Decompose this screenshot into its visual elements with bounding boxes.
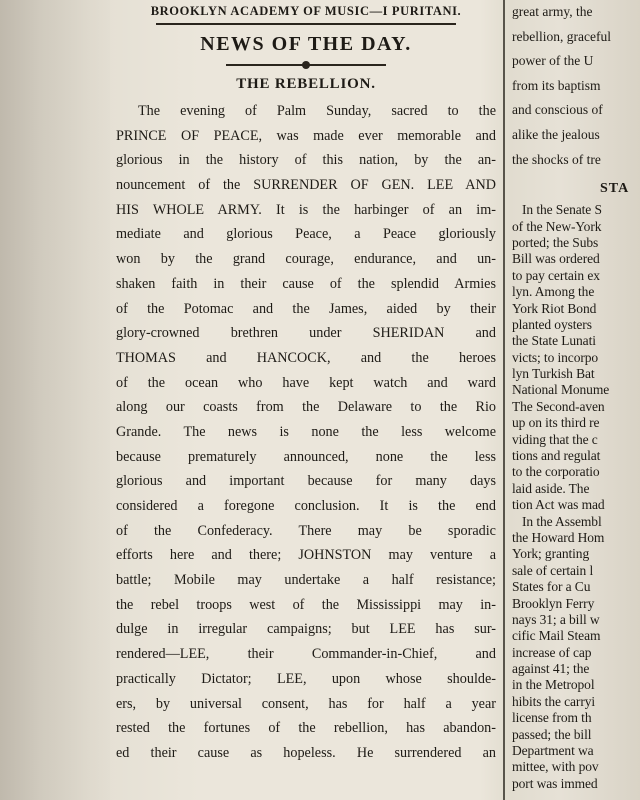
right-column-body-line: increase of cap	[512, 644, 592, 660]
article-line: dulge in irregular campaigns; but LEE has sur-	[116, 621, 496, 638]
right-column-body-line: York Riot Bond	[512, 300, 597, 316]
top-rule	[156, 23, 456, 25]
article-line: HIS WHOLE ARMY. It is the harbinger of an im-	[116, 201, 496, 218]
article-line: The evening of Palm Sunday, sacred to the	[138, 103, 496, 119]
article-line: practically Dictator; LEE, upon whose shoulde-	[116, 670, 496, 687]
article-line: along our coasts from the Delaware to the Rio	[116, 399, 496, 416]
right-column-body-line: the State Lunati	[512, 333, 596, 349]
right-column-body-line: States for a Cu	[512, 579, 591, 595]
right-column-body-line: to pay certain ex	[512, 267, 600, 283]
right-column-body-line: tion Act was mad	[512, 497, 605, 513]
article-line: glorious and important because for many days	[116, 473, 496, 490]
right-column-body-line: York; granting	[512, 546, 590, 562]
article-line: glory-crowned brethren under SHERIDAN and	[116, 325, 496, 342]
article-subhead: THE REBELLION.	[236, 76, 376, 92]
right-column-body-line: laid aside. The	[512, 480, 590, 496]
right-column-line: the shocks of tre	[512, 151, 601, 167]
right-column-body-line: Department wa	[512, 743, 594, 759]
right-section-head: STA	[600, 181, 630, 197]
article-line: rendered—LEE, their Commander-in-Chief, and	[116, 646, 496, 663]
right-column-body-line: the Howard Hom	[512, 529, 605, 545]
right-column-body-line: to the corporatio	[512, 464, 600, 480]
article-line: ed their cause as hopeless. He surrendered an	[116, 744, 496, 761]
article-line: rested the fortunes of the rebellion, has abandon-	[116, 720, 496, 737]
right-column-body-line: against 41; the	[512, 661, 590, 677]
article-line: shaken faith in their cause of the splendid Armies	[116, 275, 496, 292]
right-column-body-line: tions and regulat	[512, 448, 601, 464]
right-column-body-line: ported; the Subs	[512, 234, 599, 250]
article-line: won by the grand courage, endurance, and un-	[116, 251, 496, 268]
article-line: THOMAS and HANCOCK, and the heroes	[116, 349, 496, 366]
column-rule	[503, 0, 505, 800]
right-column-body-line: viding that the c	[512, 431, 598, 447]
ornament-dot	[302, 61, 310, 69]
ornament-divider	[226, 60, 386, 70]
article-line: efforts here and there; JOHNSTON may venture a	[116, 547, 496, 564]
right-column-body-line: victs; to incorpo	[512, 349, 599, 365]
right-column-body-line: lyn Turkish Bat	[512, 366, 595, 382]
right-column-line: alike the jealous	[512, 126, 600, 142]
right-column-body-line: in the Metropol	[512, 677, 595, 693]
article-line: considered a foregone conclusion. It is the end	[116, 498, 496, 514]
right-column-body-line: National Monume	[512, 382, 610, 398]
right-column-line: great army, the	[512, 4, 593, 19]
right-column-line: rebellion, graceful	[512, 28, 611, 44]
article-line: battle; Mobile may undertake a half resistance;	[116, 572, 496, 589]
article-line: the rebel troops west of the Mississippi may in-	[116, 596, 496, 613]
right-column-body-line: lyn. Among the	[512, 284, 595, 300]
article-body	[116, 99, 496, 766]
right-column-line: from its baptism	[512, 77, 601, 93]
right-column-body-line: hibits the carryi	[512, 693, 596, 709]
article-line: Grande. The news is none the less welcome	[116, 423, 496, 440]
right-column-body-text	[512, 202, 640, 792]
right-column-body-line: The Second-aven	[512, 398, 605, 414]
right-column-body-line: Bill was ordered	[512, 251, 600, 267]
right-column-body-line: nays 31; a bill w	[512, 611, 600, 627]
article-line: of the Potomac and the James, aided by their	[116, 300, 496, 317]
right-column-body-line: In the Senate S	[522, 202, 602, 218]
main-column	[116, 0, 496, 800]
right-column-line: power of the U	[512, 53, 594, 69]
article-line: of the Confederacy. There may be sporadic	[116, 522, 496, 539]
right-column-body-line: planted oysters	[512, 316, 592, 332]
top-headline: BROOKLYN ACADEMY OF MUSIC—I PURITANI.	[150, 4, 462, 18]
right-column-body-line: mittee, with pov	[512, 759, 599, 775]
article-line: ers, by universal consent, has for half a year	[116, 695, 496, 712]
article-line: because prematurely announced, none the less	[116, 448, 496, 465]
article-line: mediate and glorious Peace, a Peace gloriously	[116, 226, 496, 243]
right-column-body-line: Brooklyn Ferry	[512, 595, 595, 611]
right-column-body-line: of the New-York	[512, 218, 602, 234]
article-line: PRINCE OF PEACE, was made ever memorable and	[116, 127, 496, 144]
right-column-body-line: port was immed	[512, 775, 598, 791]
article-line: glorious in the history of this nation, by the an-	[116, 152, 496, 169]
article-line: of the ocean who have kept watch and ward	[116, 374, 496, 391]
right-column	[512, 0, 640, 800]
right-column-body-line: license from th	[512, 710, 592, 726]
right-column-body-line: sale of certain l	[512, 562, 594, 578]
section-masthead: NEWS OF THE DAY.	[200, 33, 412, 55]
right-column-body-line: cific Mail Steam	[512, 628, 601, 644]
right-column-body-line: In the Assembl	[522, 513, 602, 529]
right-column-top-text	[512, 0, 640, 172]
right-column-line: and conscious of	[512, 102, 603, 118]
right-column-body-line: passed; the bill	[512, 726, 592, 742]
article-line: nouncement of the SURRENDER OF GEN. LEE AND	[116, 177, 496, 194]
page-fold-shadow	[0, 0, 110, 800]
right-column-body-line: up on its third re	[512, 415, 600, 431]
